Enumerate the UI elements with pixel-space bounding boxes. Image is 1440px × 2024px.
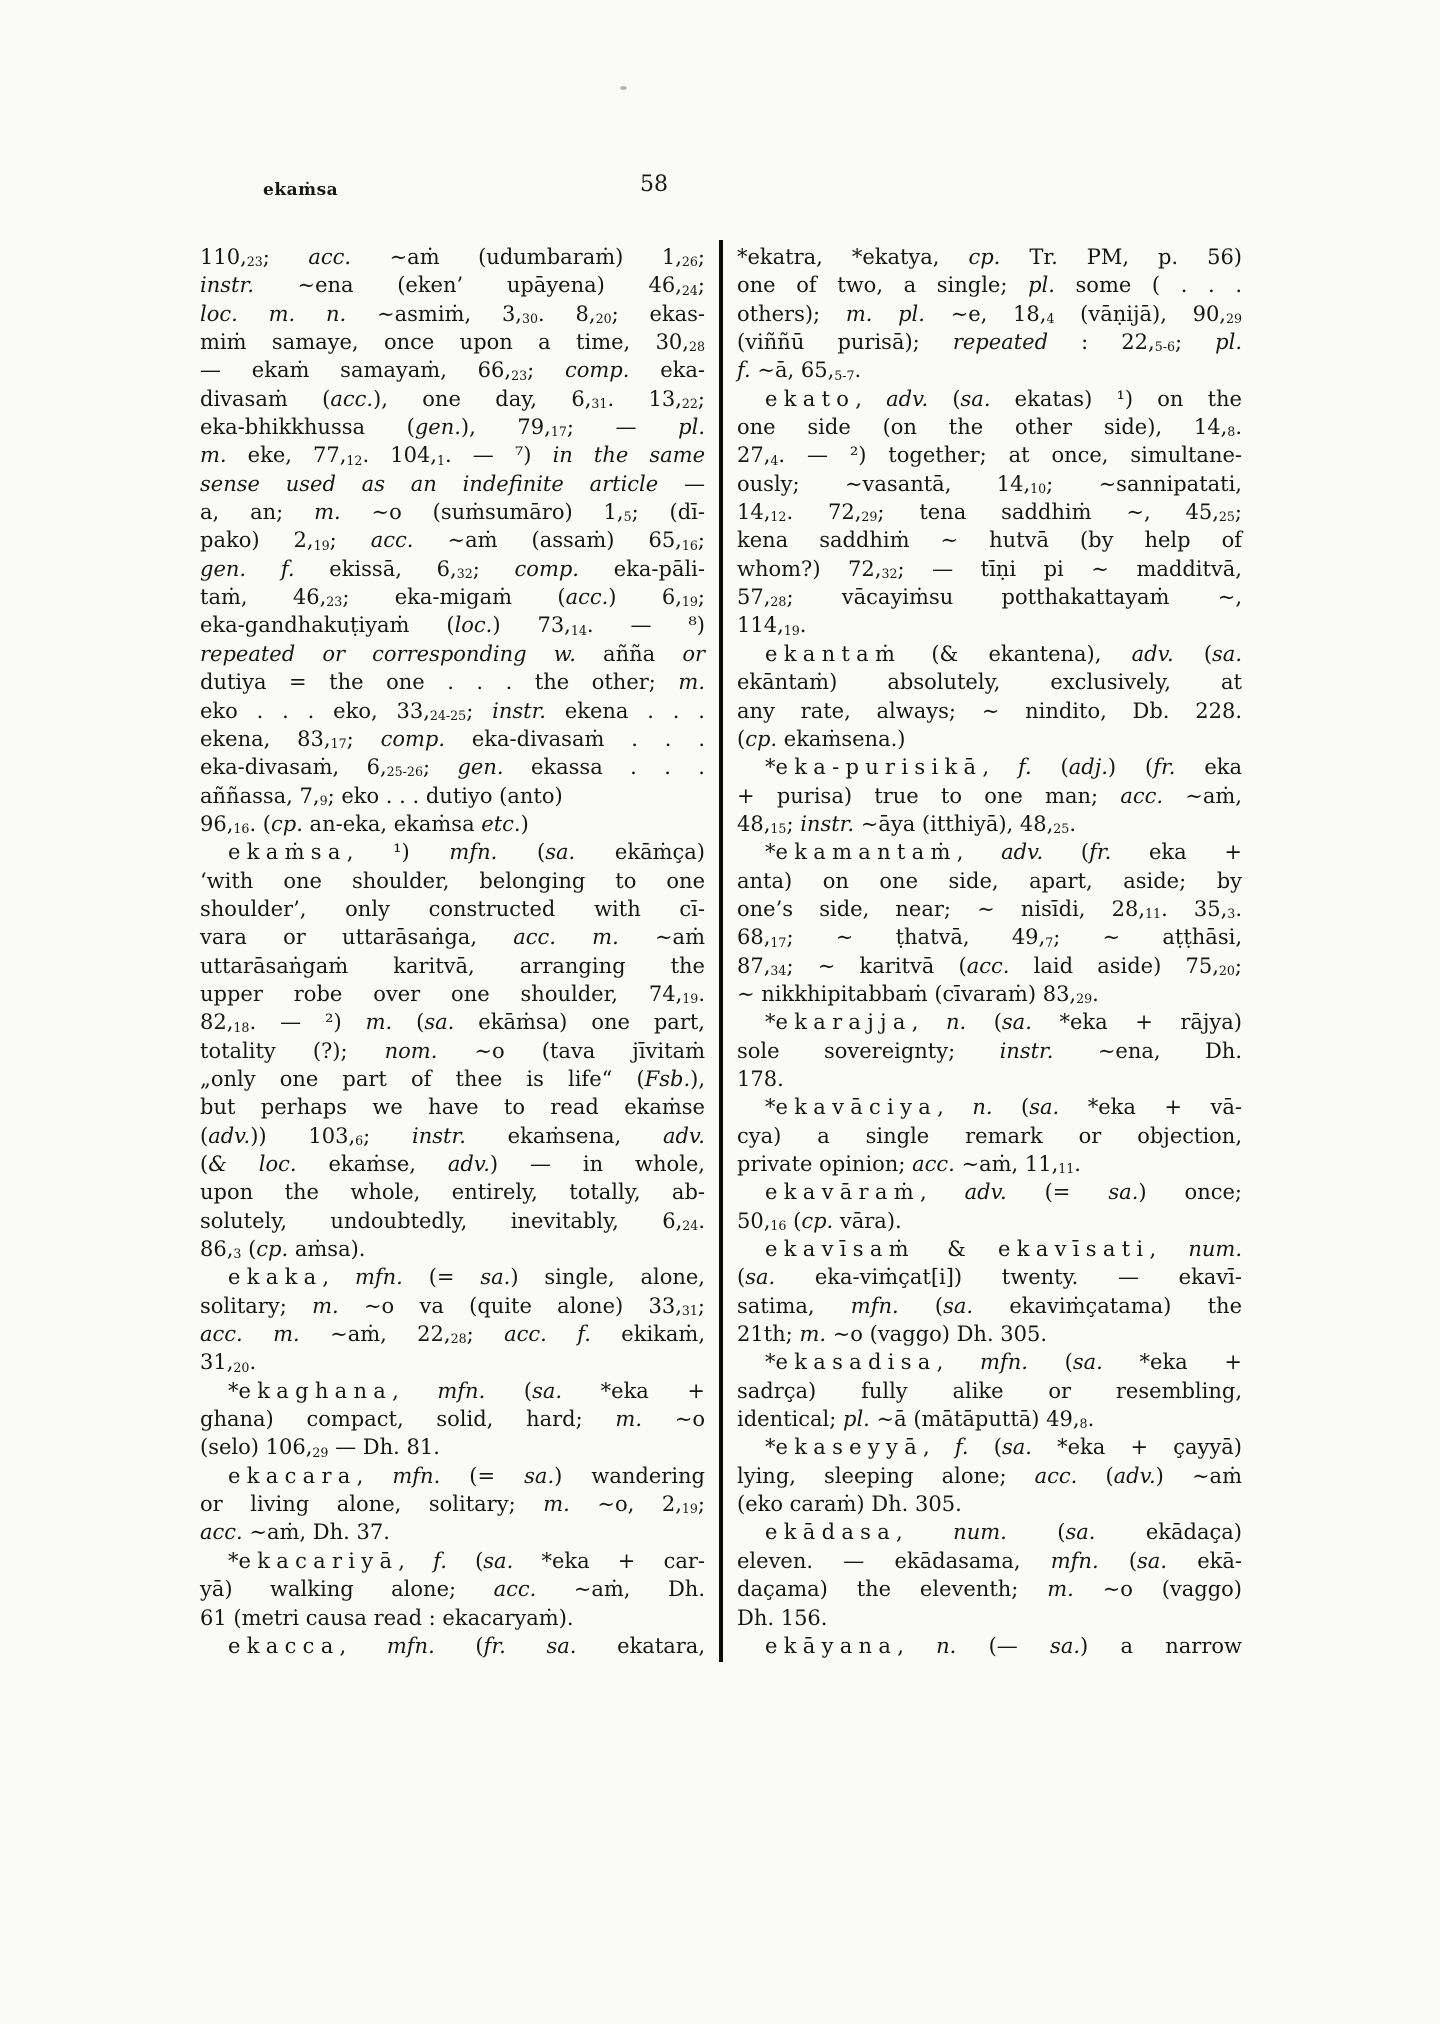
text-line: dutiya = the one . . . the other; m. bbox=[200, 670, 705, 695]
text-line: instr. ∼ena (eken’ upāyena) $46,_{24}$; bbox=[200, 273, 705, 298]
text-line: shoulder’, only constructed with cī- bbox=[200, 896, 705, 921]
text-line: $110,_{23}$; acc. ∼aṁ (udumbaraṁ) $1,_{26}$; bbox=[200, 245, 705, 270]
text-line: upon the whole, entirely, totally, ab- bbox=[200, 1180, 705, 1205]
text-line: taṁ, $46,_{23}$; eka-migaṁ (acc.) $6,_{19}$; bbox=[200, 585, 705, 610]
text-line: *ekaghana, mfn. (sa. *eka + bbox=[228, 1378, 705, 1403]
text-line: $82,_{18}$. — ²) m. (sa. ekāṁsa) one part, bbox=[200, 1010, 705, 1035]
text-line: (selo) $106,_{29}$ — Dh. 81. bbox=[200, 1435, 440, 1460]
text-line: *ekarajja, n. (sa. *eka + rājya) bbox=[765, 1010, 1242, 1035]
text-line: (viññū purisā); repeated : $22,_{5-6}$; pl. bbox=[737, 330, 1242, 355]
text-line: ekāyana, n. (— sa.) a narrow bbox=[765, 1633, 1242, 1658]
text-line: eko . . . eko, $33,_{24-25}$; instr. ekena . . . bbox=[200, 698, 705, 723]
text-line: loc. m. n. ∼asmiṁ, $3,_{30}$. $8,_{20}$; ekas- bbox=[200, 301, 706, 326]
text-line: (& loc. ekaṁse, adv.) — in whole, bbox=[200, 1152, 705, 1176]
text-line: eka-gandhakuṭiyaṁ (loc.) $73,_{14}$. — ⁸) bbox=[200, 613, 705, 638]
text-line: totality (?); nom. ∼o (tava jīvitaṁ bbox=[200, 1038, 705, 1063]
text-line: $87,_{34}$; ∼ karitvā (acc. laid aside) $75,_{20}$; bbox=[737, 953, 1242, 978]
text-line: eleven. — ekādasama, mfn. (sa. ekā- bbox=[737, 1548, 1242, 1573]
text-line: (sa. eka-viṁçat[i]) twenty. — ekavī- bbox=[737, 1265, 1242, 1290]
scan-speck bbox=[620, 86, 627, 90]
text-line: one side (on the other side), $14,_8$. bbox=[737, 415, 1242, 440]
text-line: $50,_{16}$ (cp. vāra). bbox=[737, 1208, 902, 1233]
text-line: $14,_{12}$. $72,_{29}$; tena saddhiṁ ∼, $45,_{25}$; bbox=[737, 500, 1242, 525]
text-line: miṁ samaye, once upon a time, $30,_{28}$ bbox=[200, 330, 705, 355]
text-line: acc. ∼aṁ, Dh. 37. bbox=[200, 1520, 390, 1545]
text-line: m. eke, $77,_{12}$. $104,_1$. — ⁷) in the same bbox=[200, 443, 706, 468]
text-line: kena saddhiṁ ∼ hutvā (by help of bbox=[737, 528, 1242, 553]
text-line: Dh. 156. bbox=[737, 1605, 828, 1630]
text-line: *ekaseyyā, f. (sa. *eka + çayyā) bbox=[765, 1435, 1242, 1460]
text-line: ekantaṁ (& ekantena), adv. (sa. bbox=[765, 641, 1242, 666]
text-line: one of two, a single; pl. some ( . . . bbox=[737, 273, 1242, 298]
text-line: $86,_3$ (cp. aṁsa). bbox=[200, 1237, 366, 1262]
text-line: ekacara, mfn. (= sa.) wandering bbox=[228, 1463, 706, 1488]
text-line: ekavīsaṁ & ekavīsati, num. bbox=[765, 1237, 1243, 1262]
text-line: — ekaṁ samayaṁ, $66,_{23}$; comp. eka- bbox=[200, 358, 705, 383]
text-line: ekena, $83,_{17}$; comp. eka-divasaṁ . . . bbox=[200, 726, 706, 752]
text-column-left bbox=[200, 243, 705, 1660]
text-line: (adv.)) $103,_6$; instr. ekaṁsena, adv. bbox=[200, 1123, 705, 1148]
text-line: „only one part of thee is life“ (Fsb.), bbox=[200, 1066, 705, 1091]
text-line: $27,_4$. — ²) together; at once, simultane- bbox=[737, 443, 1242, 468]
text-line: divasaṁ (acc.), one day, $6,_{31}$. $13,_{22}$; bbox=[200, 386, 705, 411]
text-line: lying, sleeping alone; acc. (adv.) ∼aṁ bbox=[737, 1463, 1242, 1488]
text-line: *ekacariyā, f. (sa. *eka + car- bbox=[228, 1548, 705, 1573]
text-line: f. ∼ā, $65,_{5-7}$. bbox=[737, 358, 862, 383]
text-line: $114,_{19}$. bbox=[737, 613, 807, 638]
text-line: (cp. ekaṁsena.) bbox=[737, 726, 906, 751]
text-line: ekavāraṁ, adv. (= sa.) once; bbox=[765, 1180, 1242, 1205]
text-line: eka-bhikkhussa (gen.), $79,_{17}$; — pl. bbox=[200, 415, 705, 440]
text-line: private opinion; acc. ∼aṁ, $11,_{11}$. bbox=[737, 1152, 1081, 1177]
text-line: sole sovereignty; instr. ∼ena, Dh. bbox=[737, 1038, 1242, 1063]
text-line: + purisa) true to one man; acc. ∼aṁ, bbox=[737, 783, 1242, 808]
text-line: uttarāsaṅgaṁ karitvā, arranging the bbox=[200, 953, 705, 978]
text-line: pako) $2,_{19}$; acc. ∼aṁ (assaṁ) $65,_{16}$; bbox=[200, 528, 705, 553]
text-line: acc. m. ∼aṁ, $22,_{28}$; acc. f. ekikaṁ, bbox=[200, 1322, 705, 1347]
text-line: ghana) compact, solid, hard; m. ∼o bbox=[200, 1407, 705, 1432]
text-line: vara or uttarāsaṅga, acc. m. ∼aṁ bbox=[200, 925, 705, 950]
text-line: anta) on one side, apart, aside; by bbox=[737, 868, 1242, 893]
page-number: 58 bbox=[640, 172, 668, 197]
text-line: gen. f. ekissā, $6,_{32}$; comp. eka-pāli- bbox=[200, 556, 705, 582]
text-line: 21th; m. ∼o (vaggo) Dh. 305. bbox=[737, 1322, 1048, 1347]
text-line: whom?) $72,_{32}$; — tīṇi pi ∼ madditvā, bbox=[737, 556, 1242, 582]
text-line: *eka-purisikā, f. (adj.) (fr. eka bbox=[765, 755, 1242, 780]
text-line: yā) walking alone; acc. ∼aṁ, Dh. bbox=[200, 1577, 705, 1602]
text-line: satima, mfn. (sa. ekaviṁçatama) the bbox=[737, 1293, 1242, 1318]
text-line: or living alone, solitary; m. ∼o, $2,_{19}$; bbox=[200, 1492, 705, 1517]
column-divider-rule bbox=[719, 240, 723, 1662]
text-line: sadrça) fully alike or resembling, bbox=[737, 1378, 1242, 1403]
text-line: daçama) the eleventh; m. ∼o (vaggo) bbox=[737, 1577, 1243, 1602]
text-line: *ekavāciya, n. (sa. *eka + vā- bbox=[765, 1095, 1242, 1120]
text-line: repeated or corresponding w. añña or bbox=[200, 641, 705, 666]
text-line: cya) a single remark or objection, bbox=[737, 1123, 1242, 1148]
text-line: others); m. pl. ∼e, $18,_4$ (vāṇijā), $90,_{29}$ bbox=[737, 301, 1243, 326]
text-line: *ekamantaṁ, adv. (fr. eka + bbox=[765, 840, 1243, 865]
text-line: but perhaps we have to read ekaṁse bbox=[200, 1095, 705, 1120]
text-line: a, an; m. ∼o (suṁsumāro) $1,_5$; (dī- bbox=[200, 500, 705, 525]
text-line: solitary; m. ∼o va (quite alone) $33,_{31}$; bbox=[200, 1293, 705, 1318]
text-line: ekādasa, num. (sa. ekādaça) bbox=[765, 1520, 1242, 1545]
text-line: ∼ nikkhipitabbaṁ (cīvaraṁ) $83,_{29}$. bbox=[737, 981, 1099, 1007]
text-line: upper robe over one shoulder, $74,_{19}$. bbox=[200, 981, 705, 1007]
text-line: 61 (metri causa read : ekacaryaṁ). bbox=[200, 1605, 574, 1630]
text-line: sense used as an indefinite article — bbox=[200, 471, 706, 496]
text-line: ekaṁsa, ¹) mfn. (sa. ekāṁça) bbox=[228, 840, 705, 865]
text-line: *ekasadisa, mfn. (sa. *eka + bbox=[765, 1350, 1242, 1375]
text-line: (eko caraṁ) Dh. 305. bbox=[737, 1492, 962, 1517]
text-line: ously; ∼vasantā, $14,_{10}$; ∼sannipatati, bbox=[737, 471, 1242, 497]
text-line: eka-divasaṁ, $6,_{25-26}$; gen. ekassa . . . bbox=[200, 755, 705, 780]
text-line: one’s side, near; ∼ nisīdi, $28,_{11}$. $35,_3$. bbox=[737, 896, 1242, 922]
text-line: *ekatra, *ekatya, cp. Tr. PM, p. 56) bbox=[737, 245, 1242, 269]
text-line: any rate, always; ∼ nindito, Db. 228. bbox=[737, 698, 1242, 723]
text-line: ekacca, mfn. (fr. sa. ekatara, bbox=[228, 1633, 706, 1658]
text-line: ‘with one shoulder, belonging to one bbox=[200, 868, 705, 893]
text-line: $68,_{17}$; ∼ ṭhatvā, $49,_7$; ∼ aṭṭhāsi, bbox=[737, 925, 1242, 950]
text-line: $57,_{28}$; vācayiṁsu potthakattayaṁ ∼, bbox=[737, 585, 1242, 610]
text-line: $96,_{16}$. (cp. an-eka, ekaṁsa etc.) bbox=[200, 811, 529, 837]
text-line: ekato, adv. (sa. ekatas) ¹) on the bbox=[765, 386, 1242, 411]
text-line: solutely, undoubtedly, inevitably, $6,_{24}$. bbox=[200, 1208, 705, 1233]
text-line: ekāntaṁ) absolutely, exclusively, at bbox=[737, 670, 1242, 695]
text-line: $31,_{20}$. bbox=[200, 1350, 257, 1375]
running-head-word: ekaṁsa bbox=[263, 180, 339, 200]
text-line: ekaka, mfn. (= sa.) single, alone, bbox=[228, 1265, 705, 1290]
text-line: $48,_{15}$; instr. ∼āya (itthiyā), $48,_{25}$. bbox=[737, 811, 1076, 837]
text-line: 178. bbox=[737, 1066, 784, 1091]
text-line: identical; pl. ∼ā (mātāputtā) $49,_8$. bbox=[737, 1407, 1095, 1432]
text-column-right bbox=[737, 243, 1242, 1660]
text-line: aññassa, $7,_9$; eko . . . dutiyo (anto) bbox=[200, 783, 563, 808]
